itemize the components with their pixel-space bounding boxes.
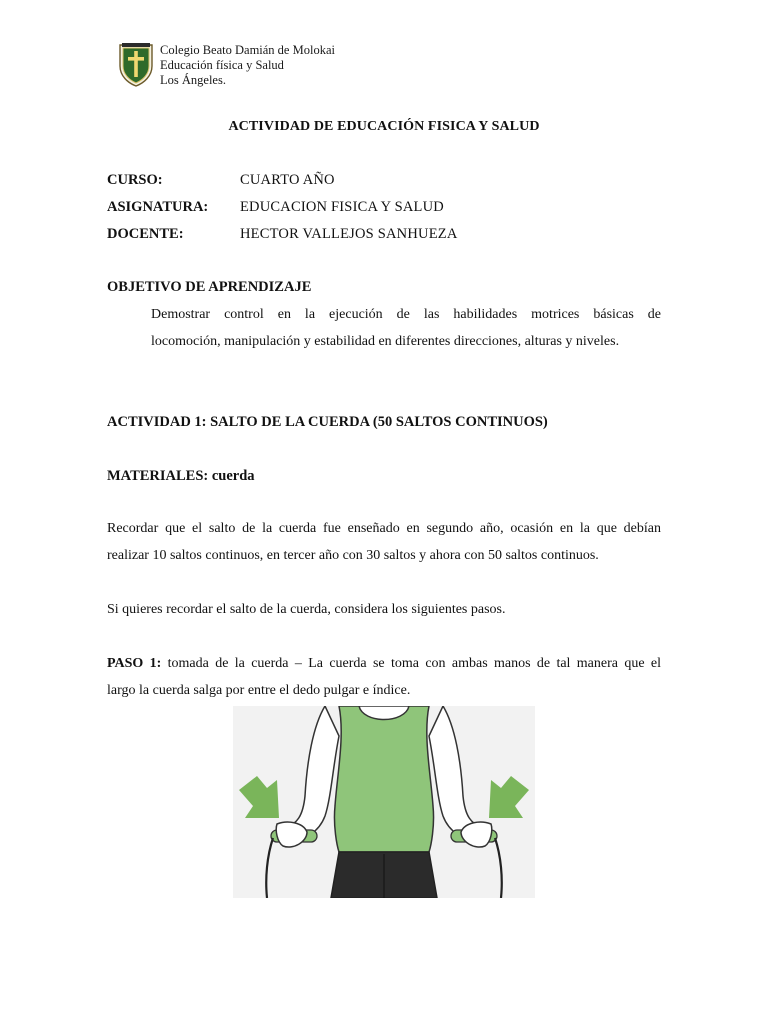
step1-line-2: largo la cuerda salga por entre el dedo pulgar e índice. — [107, 683, 411, 698]
recall-line-1: Recordar que el salto de la cuerda fue enseñado en segundo año, ocasión en la que debían — [107, 521, 661, 536]
school-header — [160, 43, 335, 88]
school-location: Los Ángeles. — [160, 73, 226, 87]
subject-label: ASIGNATURA: — [107, 199, 209, 215]
objective-line-1: Demostrar control en la ejecución de las habilidades motrices básicas de — [151, 307, 661, 322]
objective-text — [151, 301, 661, 355]
teacher-value: HECTOR VALLEJOS SANHUEZA — [240, 226, 458, 242]
recall-paragraph — [107, 515, 661, 569]
activity-heading: ACTIVIDAD 1: SALTO DE LA CUERDA (50 SALTOS CONTINUOS) — [107, 414, 548, 430]
subject-value: EDUCACION FISICA Y SALUD — [240, 199, 444, 215]
school-crest-logo — [118, 42, 154, 88]
step1-line-1 — [107, 650, 661, 677]
steps-intro: Si quieres recordar el salto de la cuerda, considera los siguientes pasos. — [107, 602, 506, 617]
document-title: ACTIVIDAD DE EDUCACIÓN FISICA Y SALUD — [228, 119, 540, 134]
course-value: CUARTO AÑO — [240, 172, 335, 188]
department-name: Educación física y Salud — [160, 58, 284, 72]
jump-rope-grip-illustration — [233, 706, 535, 898]
objective-heading: OBJETIVO DE APRENDIZAJE — [107, 279, 312, 295]
recall-line-2: realizar 10 saltos continuos, en tercer año con 30 saltos y ahora con 50 saltos continuos. — [107, 548, 599, 563]
school-name: Colegio Beato Damián de Molokai — [160, 43, 335, 57]
step1-label: PASO 1: — [107, 656, 162, 671]
step1-paragraph — [107, 650, 661, 704]
materials-line: MATERIALES: cuerda — [107, 468, 255, 484]
teacher-label: DOCENTE: — [107, 226, 184, 242]
objective-line-2: locomoción, manipulación y estabilidad en diferentes direcciones, alturas y niveles. — [151, 334, 620, 349]
course-label: CURSO: — [107, 172, 163, 188]
step1-text: tomada de la cuerda – La cuerda se toma con ambas manos de tal manera que el — [161, 656, 661, 671]
